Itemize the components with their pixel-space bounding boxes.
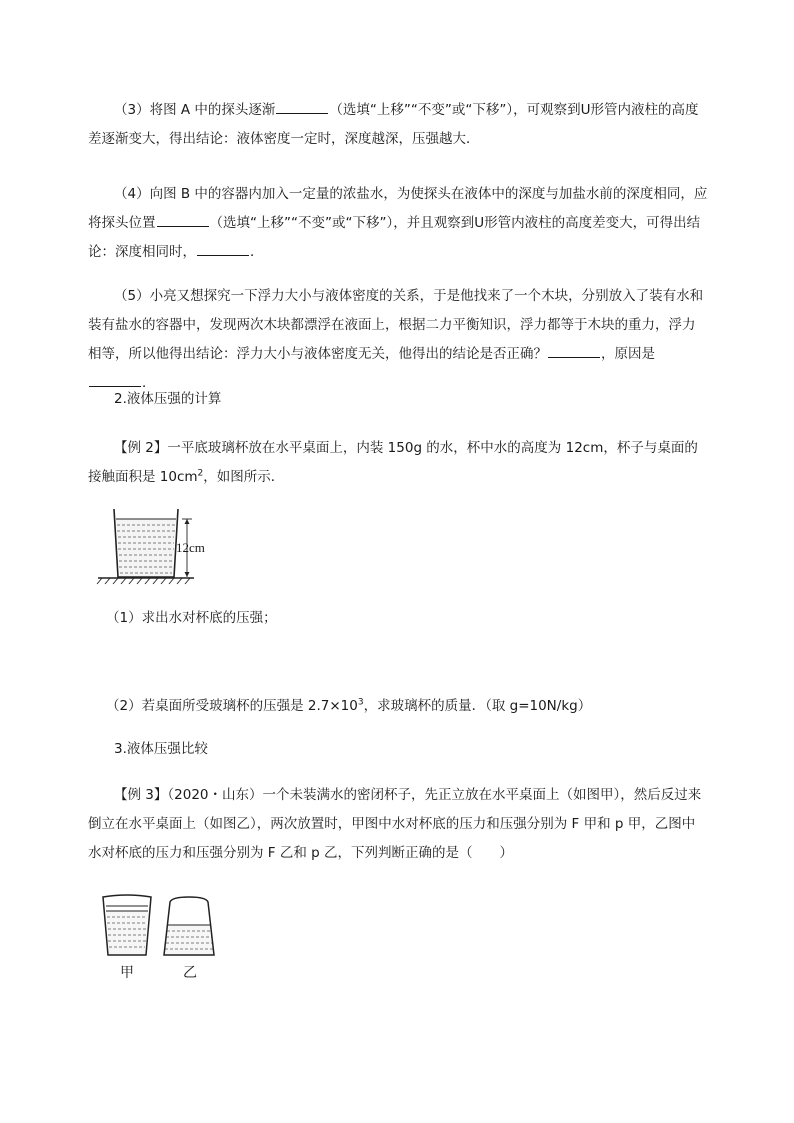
height-label: 12cm xyxy=(176,540,205,555)
question-3 xyxy=(88,96,708,154)
q5-text-2: ，原因是 xyxy=(601,346,655,362)
answer-blank xyxy=(197,243,249,256)
q4-text-3: ． xyxy=(250,244,264,260)
answer-blank xyxy=(276,101,328,114)
q4-text-1: （4）向图 B 中的容器内加入一定量的浓盐水，为使探头在液体中的深度与加盐水前的深度相同，应将探头位置 xyxy=(88,186,708,231)
example-3-label: 【例 3】 xyxy=(114,787,168,803)
answer-blank xyxy=(548,345,600,358)
example-3 xyxy=(88,781,708,868)
sub-2-text-2: ，求玻璃杯的质量．（取 g=10N/kg） xyxy=(363,698,592,714)
cups-figure xyxy=(100,893,220,959)
q3-text-2: （选填“上移”“不变”或“下移”），可观察到U形管内液柱的高度差逐渐变大，得出结论：液体密度一定时，深度越深，压强越大． xyxy=(88,102,699,147)
answer-blank xyxy=(157,214,209,227)
question-5 xyxy=(88,282,708,398)
sub-2-text-1: （2）若桌面所受玻璃杯的压强是 2.7×10 xyxy=(106,698,358,714)
example-2-text-1: 一平底玻璃杯放在水平桌面上，内装 150g 的水，杯中水的高度为 12cm，杯子与桌面的接触面积是 10cm xyxy=(88,440,698,485)
example-2-sup: 2 xyxy=(197,468,204,479)
q5-text-3: ． xyxy=(142,375,156,391)
example-3-text: （2020・山东）一个未装满水的密闭杯子，先正立放在水平桌面上（如图甲），然后反过来倒立在水平桌面上（如图乙），两次放置时，甲图中水对杯底的压力和压强分别为 F 甲和 p 甲，乙图中水对杯底的压力和压强分别为 F 乙和 p 乙，下列判断正确的是（ ） xyxy=(88,787,702,861)
sub-question-2 xyxy=(106,692,726,721)
section-3-title: 3.液体压强比较 xyxy=(114,741,208,757)
example-2-label: 【例 2】 xyxy=(114,440,168,456)
question-4 xyxy=(88,180,708,267)
example-2-text-2: ，如图所示． xyxy=(203,469,285,485)
section-2-title: 2.液体压强的计算 xyxy=(114,391,222,407)
q5-text-1: （5）小亮又想探究一下浮力大小与液体密度的关系，于是他找来了一个木块，分别放入了装有水和装有盐水的容器中，发现两次木块都漂浮在液面上，根据二力平衡知识，浮力都等于木块的重力，浮力相等，所以他得出结论：浮力大小与液体密度无关，他得出的结论是否正确？ xyxy=(88,288,704,362)
q4-text-2: （选填“上移”“不变”或“下移”），并且观察到U形管内液柱的高度差变大，可得出结论：深度相同时， xyxy=(88,215,701,260)
q3-text-1: （3）将图 A 中的探头逐渐 xyxy=(114,102,276,118)
sub-question-1: （1）求出水对杯底的压强； xyxy=(106,610,277,626)
figure-label-jia: 甲 xyxy=(120,965,134,981)
example-2 xyxy=(88,434,708,492)
figure-label-yi: 乙 xyxy=(183,965,197,981)
sub-2-sup: 3 xyxy=(357,697,364,708)
